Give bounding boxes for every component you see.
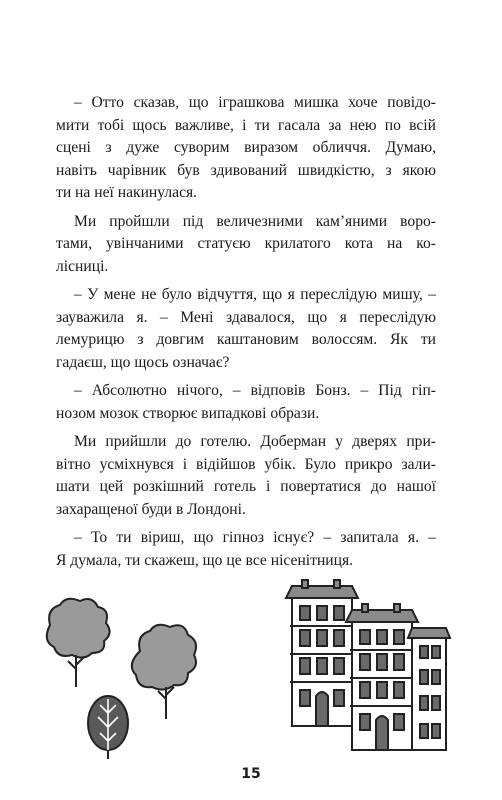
text-line: тами, увінчаними статуєю крилатого кота на ко- <box>56 235 436 252</box>
text-line: – То ти віриш, що гіпноз існує? – запитала я. – <box>74 529 436 546</box>
body-text <box>56 92 436 578</box>
paragraph <box>56 284 436 374</box>
text-line: гадаєш, що щось означає? <box>56 353 230 371</box>
buildings-illustration <box>282 578 454 758</box>
paragraph <box>56 380 436 425</box>
text-line: зауважила я. – Мені здавалося, що я переслідую <box>56 308 436 326</box>
text-line: – Абсолютно нічого, – відповів Бонз. – Під гіп- <box>74 382 436 399</box>
paragraph <box>56 431 436 521</box>
text-line: мити тобі щось важливе, і ти гасала за нею по всій <box>56 116 436 134</box>
paragraph <box>56 527 436 572</box>
trees-illustration <box>40 595 200 760</box>
page-number: 15 <box>241 766 261 782</box>
text-line: сцені з дуже суворим виразом обличчя. Думаю, <box>56 139 436 156</box>
tree-right <box>132 625 196 690</box>
text-line: Ми прийшли до готелю. Доберман у дверях при- <box>74 433 436 450</box>
text-line: шати цей розкішний готель і повертатися до нашої <box>56 478 436 495</box>
paragraph <box>56 211 436 279</box>
text-line: навіть чарівник був здивований швидкістю, з якою <box>56 161 436 179</box>
text-line: захаращеної буди в Лондоні. <box>56 500 246 518</box>
text-line: лемурицю з довгим каштановим волоссям. Як ти <box>56 331 436 348</box>
text-line: Ми пройшли під величезними кам’яними воро- <box>74 212 436 230</box>
text-line: – У мене не було відчуття, що я переслідую мишу, – <box>74 286 436 303</box>
text-line: ти на неї накинулася. <box>56 184 198 201</box>
text-line: Я думала, ти скажеш, що це все нісенітниця. <box>56 551 354 569</box>
text-line: – Отто сказав, що іграшкова мишка хоче повідо- <box>74 94 436 111</box>
text-line: лісниці. <box>56 257 109 275</box>
paragraph <box>56 92 436 205</box>
text-line: нозом мозок створює випадкові образи. <box>56 404 320 422</box>
tree-left <box>47 599 110 658</box>
text-line: вітно усміхнувся і відійшов убік. Було прикро зали- <box>56 455 436 473</box>
